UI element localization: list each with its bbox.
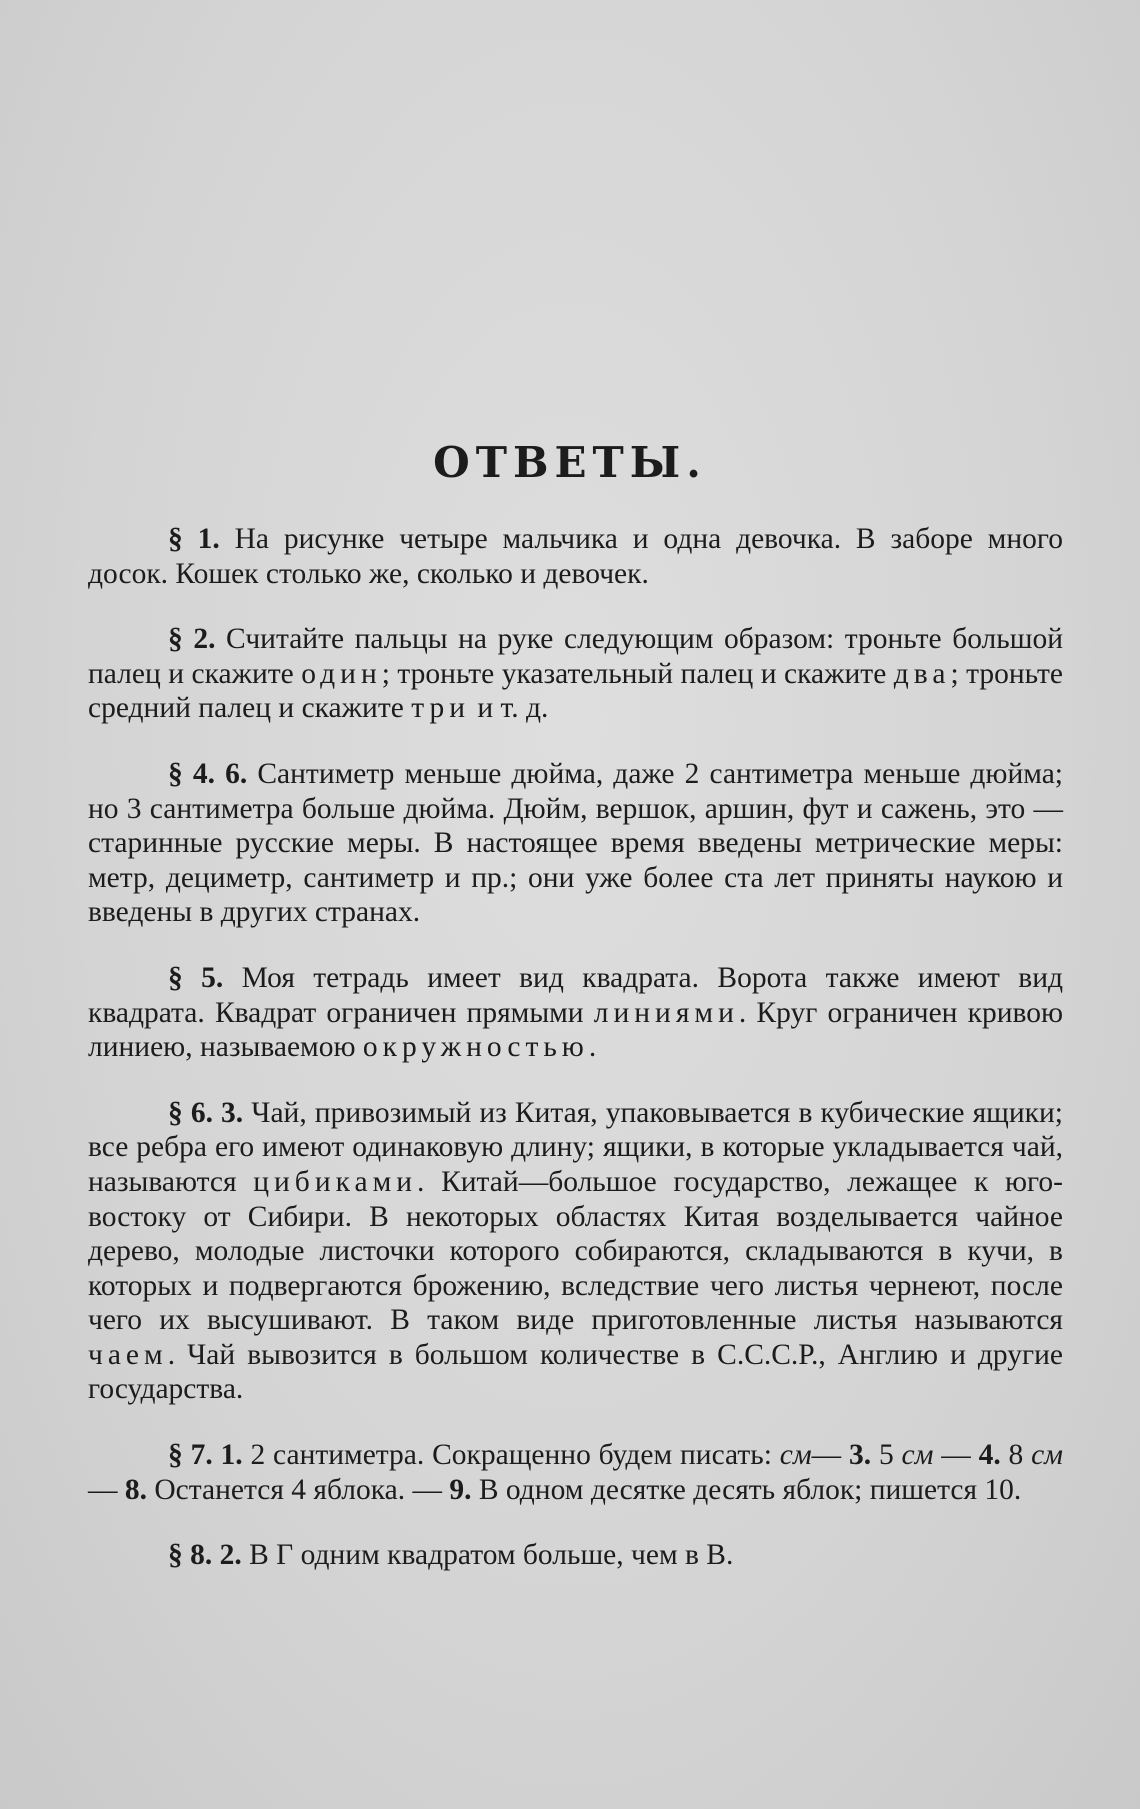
paragraph-text: — — [933, 1439, 979, 1472]
section-number: 8. — [124, 1473, 147, 1506]
paragraph-text: 2 сантиметра. Сокращенно будем писать: — [242, 1439, 780, 1472]
answer-paragraph — [88, 757, 1063, 930]
paragraph-text: 8 — [1000, 1439, 1032, 1472]
section-number: 4. — [978, 1439, 1001, 1472]
spaced-term: окружностью — [362, 1031, 589, 1064]
paragraph-text: Считайте пальцы на руке следующим образом: троньте большой палец и скажите — [88, 623, 1063, 690]
paragraph-text: Моя тетрадь имеет вид квадрата. Ворота также имеют вид квадрата. Квадрат ограничен прямыми — [88, 961, 1064, 1029]
section-number: § 2. — [168, 623, 216, 656]
spaced-term: три — [411, 692, 470, 725]
spaced-term: линиями — [593, 996, 739, 1029]
paragraph-text: и т. д. — [469, 692, 549, 725]
answer-paragraph — [88, 1438, 1063, 1507]
paragraph-text: — — [88, 1473, 125, 1506]
section-number: 3. — [849, 1439, 872, 1472]
paragraph-text: В Г одним квадратом больше, чем в В. — [241, 1539, 734, 1572]
spaced-term: чаем — [88, 1338, 168, 1371]
paragraph-text: Чай, привозимый из Китая, упаковывается в кубические ящики; все ребра его имеют одинаковую длину; ящики, в которые укладывается чай, называются — [88, 1096, 1064, 1198]
paragraph-text: Сантиметр меньше дюйма, даже 2 сантиметра меньше дюйма; но 3 сантиметра больше дюйма. Дюйм, вершок, аршин, фут и сажень, это — старинные русские меры. В настоящее время введены метрические меры: метр, дециметр, сантиметр и пр.; они уже более ста лет приняты наукою и введены в других странах. — [88, 757, 1064, 929]
answer-paragraph — [88, 961, 1063, 1065]
answer-paragraph — [88, 522, 1063, 591]
section-number: 9. — [449, 1473, 472, 1506]
paragraph-text: . Китай—большое государство, лежащее к юго-востоку от Сибири. В некоторых областях Китая возделывается чайное дерево, молодые листочки которого собираются, складываются в кучи, в которых и подвергаются брожению, вследствие чего листья чернеют, после чего их высушивают. В таком виде приготовленные листья называются — [88, 1165, 1063, 1337]
answer-paragraph — [88, 622, 1063, 726]
section-number: § 7. 1. — [168, 1439, 243, 1472]
section-number: § 6. 3. — [168, 1096, 244, 1129]
section-number: § 4. 6. — [168, 757, 248, 790]
paragraph-text: ; троньте указательный палец и скажите — [381, 657, 894, 690]
paragraph-text: — — [811, 1439, 849, 1472]
section-number: § 8. 2. — [168, 1539, 242, 1572]
section-number: § 5. — [168, 961, 224, 994]
page-title: ОТВЕТЫ. — [433, 438, 707, 487]
unit-abbrev: см — [779, 1439, 812, 1472]
unit-abbrev: см — [901, 1439, 934, 1472]
section-number: § 1. — [168, 523, 220, 555]
paragraph-text: . — [588, 1031, 597, 1064]
paragraph-text: В одном десятке десять яблок; пишется 10. — [471, 1473, 1022, 1506]
paragraph-text: ; троньте средний палец и скажите — [88, 657, 1063, 725]
paragraph-text: . Чай вывозится в большом количестве в С.С.С.Р., Англию и другие государства. — [88, 1338, 1063, 1406]
spaced-term: цибиками — [253, 1165, 418, 1198]
answers-body — [88, 522, 1063, 1604]
spaced-term: один — [301, 657, 382, 690]
paragraph-text: Останется 4 яблока. — — [147, 1473, 450, 1506]
paragraph-text: . Круг ограничен кривою линиею, называемою — [88, 996, 1063, 1064]
paragraph-text: 5 — [871, 1439, 902, 1472]
unit-abbrev: см — [1031, 1439, 1064, 1472]
answer-paragraph — [88, 1538, 1063, 1573]
answer-paragraph — [88, 1096, 1063, 1407]
paragraph-text: На рисунке четыре мальчика и одна девочка. В заборе много досок. Кошек столько же, сколько и девочек. — [88, 523, 1064, 590]
spaced-term: два — [893, 657, 951, 690]
